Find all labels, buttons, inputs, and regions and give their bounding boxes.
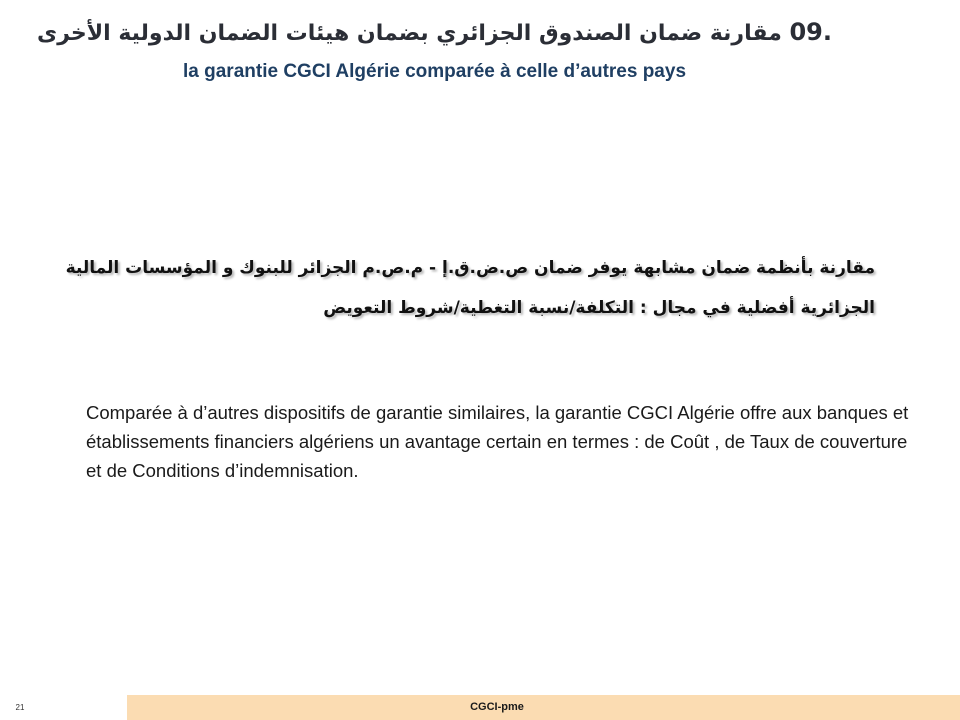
slide-title-arabic: [37, 18, 832, 46]
footer-label: CGCI-pme: [470, 701, 524, 713]
arabic-line-2: الجزائرية أفضلية في مجال : التكلفة/نسبة التغطية/شروط التعويض: [323, 298, 875, 318]
arabic-line-1: مقارنة بأنظمة ضمان مشابهة يوفر ضمان ص.ض.ق.إ - م.ص.م الجزائر للبنوك و المؤسسات المالية: [65, 258, 875, 278]
slide-title-french: la garantie CGCI Algérie comparée à celle d’autres pays: [183, 61, 687, 82]
slide-number: 09.: [789, 18, 832, 46]
slide-title-arabic-text: مقارنة ضمان الصندوق الجزائري بضمان هيئات الضمان الدولية الأخرى: [37, 21, 782, 46]
footer-bar: [127, 695, 960, 720]
french-paragraph: Comparée à d’autres dispositifs de garantie similaires, la garantie CGCI Algérie offre aux banques et établissements financiers algériens un avantage certain en termes : de Coût , de Taux de couverture et de Conditions d’indemnisation.: [86, 402, 909, 481]
footer-page-number: 21: [15, 703, 25, 712]
arabic-paragraph: [65, 258, 875, 318]
